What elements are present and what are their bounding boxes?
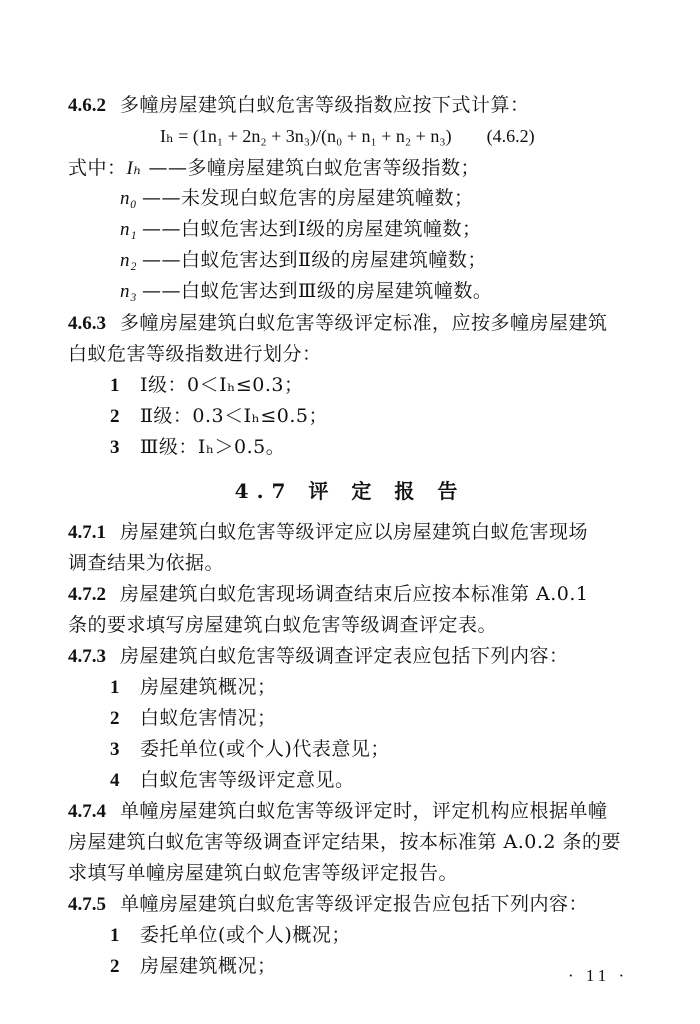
clause-number: 4.7.4 (68, 801, 106, 822)
clause-text-continued: 条的要求填写房屋建筑白蚁危害等级调查评定表。 (68, 614, 498, 636)
list-item (110, 404, 328, 429)
list-item (110, 373, 303, 398)
clause-4-7-1 (68, 520, 588, 545)
clause-4-7-5 (68, 892, 588, 917)
list-item (110, 737, 390, 762)
list-item-text: Ⅲ级：Iₕ＞0.5。 (140, 436, 286, 458)
formula (160, 124, 535, 148)
clause-number: 4.7.1 (68, 522, 106, 543)
definition-variable: n₂ (120, 250, 138, 271)
clause-4-7-3 (68, 644, 569, 669)
clause-text: 房屋建筑白蚁危害现场调查结束后应按本标准第 A.0.1 (120, 583, 589, 605)
clause-number: 4.7.3 (68, 646, 106, 667)
page-number: · 11 · (568, 966, 629, 985)
list-item-text: Ⅰ级：0＜Iₕ≤0.3； (140, 374, 304, 396)
list-item-text: Ⅱ级：0.3＜Iₕ≤0.5； (140, 405, 328, 427)
clause-text: 房屋建筑白蚁危害等级评定应以房屋建筑白蚁危害现场 (120, 521, 589, 543)
clause-text-continued: 房屋建筑白蚁危害等级调查评定结果，按本标准第 A.0.2 条的要 (68, 831, 622, 853)
list-item (110, 675, 277, 700)
list-item (110, 768, 355, 793)
formula-expression: Iₕ = (1n₁ + 2n₂ + 3n₃)/(n₀ + n₁ + n₂ + n₃) (160, 126, 452, 146)
definition-variable: Iₕ (126, 158, 143, 179)
clause-text: 单幢房屋建筑白蚁危害等级评定时，评定机构应根据单幢 (120, 800, 608, 822)
list-item-number: 3 (110, 739, 120, 760)
clause-text: 多幢房屋建筑白蚁危害等级评定标准，应按多幢房屋建筑 (120, 312, 608, 334)
clause-text-continued: 调查结果为依据。 (68, 552, 225, 574)
definition-text: ——未发现白蚁危害的房屋建筑幢数； (142, 187, 474, 209)
formula-number: (4.6.2) (486, 126, 535, 146)
definition-text: ——白蚁危害达到Ⅰ级的房屋建筑幢数； (142, 218, 482, 240)
definition-row (120, 279, 492, 304)
definition-row (68, 156, 480, 181)
definition-variable: n₁ (120, 219, 138, 240)
definition-text: ——多幢房屋建筑白蚁危害等级指数； (148, 157, 481, 179)
list-item (110, 954, 277, 979)
list-item-number: 1 (110, 925, 120, 946)
list-item (110, 435, 285, 460)
clause-4-7-4 (68, 799, 608, 824)
clause-text-continued: 白蚁危害等级指数进行划分： (68, 343, 322, 365)
list-item-text: 白蚁危害情况； (140, 707, 277, 729)
list-item-number: 1 (110, 677, 120, 698)
clause-text-continued: 求填写单幢房屋建筑白蚁危害等级评定报告。 (68, 862, 459, 884)
definition-row (120, 248, 487, 273)
clause-4-6-3 (68, 311, 608, 336)
list-item (110, 706, 277, 731)
list-item-number: 2 (110, 956, 120, 977)
list-item-number: 1 (110, 375, 120, 396)
definition-text: ——白蚁危害达到Ⅱ级的房屋建筑幢数； (142, 249, 487, 271)
clause-number: 4.6.3 (68, 313, 106, 334)
list-item-number: 2 (110, 708, 120, 729)
list-item-text: 白蚁危害等级评定意见。 (140, 769, 355, 791)
list-item-text: 房屋建筑概况； (140, 955, 277, 977)
list-item-text: 委托单位(或个人)概况； (140, 924, 351, 946)
clause-4-7-2 (68, 582, 589, 607)
list-item-text: 委托单位(或个人)代表意见； (140, 738, 390, 760)
clause-text: 多幢房屋建筑白蚁危害等级指数应按下式计算： (120, 94, 530, 116)
list-item-number: 2 (110, 406, 120, 427)
definition-variable: n₃ (120, 281, 138, 302)
clause-text: 房屋建筑白蚁危害等级调查评定表应包括下列内容： (120, 645, 569, 667)
clause-number: 4.7.2 (68, 584, 106, 605)
list-item-number: 4 (110, 770, 120, 791)
list-item-number: 3 (110, 437, 120, 458)
list-item-text: 房屋建筑概况； (140, 676, 277, 698)
where-label: 式中： (68, 157, 127, 179)
list-item (110, 923, 351, 948)
definition-variable: n₀ (120, 188, 138, 209)
definition-row (120, 217, 482, 242)
definition-text: ——白蚁危害达到Ⅲ级的房屋建筑幢数。 (142, 280, 493, 302)
clause-4-6-2 (68, 93, 530, 118)
clause-number: 4.6.2 (68, 95, 106, 116)
definition-row (120, 186, 474, 211)
section-heading: 4.7 评 定 报 告 (234, 479, 466, 503)
clause-text: 单幢房屋建筑白蚁危害等级评定报告应包括下列内容： (120, 893, 589, 915)
clause-number: 4.7.5 (68, 894, 106, 915)
